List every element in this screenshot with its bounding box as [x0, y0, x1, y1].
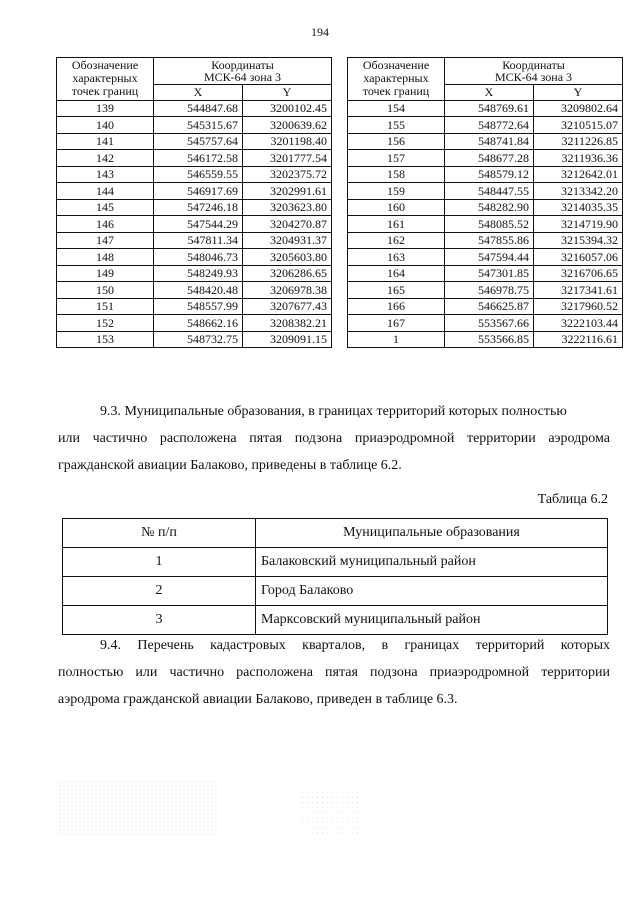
coordinate-row [348, 216, 623, 233]
coordinate-row [348, 166, 623, 183]
coord-x: 547594.44 [445, 249, 534, 266]
coordinate-row [348, 117, 623, 134]
x-header: X [445, 85, 534, 100]
coordinate-row [57, 298, 332, 315]
row-number: 2 [63, 577, 256, 606]
point-id: 167 [348, 315, 445, 332]
point-id: 150 [57, 282, 154, 299]
point-id: 157 [348, 150, 445, 167]
coordinate-row [348, 150, 623, 167]
coord-x: 553566.85 [445, 331, 534, 348]
point-id: 141 [57, 133, 154, 150]
coord-y: 3216057.06 [534, 249, 623, 266]
point-id: 145 [57, 199, 154, 216]
coord-x: 547811.34 [154, 232, 243, 249]
point-id: 149 [57, 265, 154, 282]
coordinates-table-right [347, 57, 623, 348]
y-header: Y [534, 85, 623, 100]
coordinates-table-left [56, 57, 332, 348]
coord-x: 548677.28 [445, 150, 534, 167]
coordinate-row [57, 166, 332, 183]
coord-x: 548046.73 [154, 249, 243, 266]
coord-x: 546917.69 [154, 183, 243, 200]
paragraph-line: 9.3. Муниципальные образования, в границах территорий которых полностью [100, 404, 567, 419]
row-number: 1 [63, 548, 256, 577]
coords-header [445, 58, 623, 85]
coord-y: 3201777.54 [243, 150, 332, 167]
table-6-2-caption: Таблица 6.2 [537, 492, 608, 507]
paragraph-line: или частично расположена пятая подзона приаэродромной территории аэродрома [58, 431, 610, 446]
municipality-name: Балаковский муниципальный район [256, 548, 608, 577]
municipality-name: Город Балаково [256, 577, 608, 606]
coord-y: 3217341.61 [534, 282, 623, 299]
coord-y: 3211226.85 [534, 133, 623, 150]
coordinate-row [57, 315, 332, 332]
coord-y: 3211936.36 [534, 150, 623, 167]
coord-x: 548249.93 [154, 265, 243, 282]
municipality-name: Марксовский муниципальный район [256, 606, 608, 635]
point-id: 148 [57, 249, 154, 266]
page-number: 194 [311, 25, 329, 39]
coord-y: 3209091.15 [243, 331, 332, 348]
point-id: 162 [348, 232, 445, 249]
coord-x: 546978.75 [445, 282, 534, 299]
point-id: 163 [348, 249, 445, 266]
coord-x: 545315.67 [154, 117, 243, 134]
coord-y: 3209802.64 [534, 100, 623, 117]
coord-y: 3214035.35 [534, 199, 623, 216]
no-header: № п/п [63, 519, 256, 548]
coordinate-row [348, 232, 623, 249]
point-id: 153 [57, 331, 154, 348]
point-id: 161 [348, 216, 445, 233]
coordinate-row [348, 183, 623, 200]
x-header: X [154, 85, 243, 100]
point-header-line: характерных [72, 71, 138, 86]
coordinate-row [348, 331, 623, 348]
coord-y: 3222116.61 [534, 331, 623, 348]
coords-right-body [348, 100, 623, 348]
coord-y: 3213342.20 [534, 183, 623, 200]
coordinate-row [348, 315, 623, 332]
coord-y: 3205603.80 [243, 249, 332, 266]
coord-y: 3210515.07 [534, 117, 623, 134]
coordinate-row [57, 199, 332, 216]
row-number: 3 [63, 606, 256, 635]
coord-y: 3203623.80 [243, 199, 332, 216]
paragraph-line: 9.4. Перечень кадастровых кварталов, в границах территорий которых [100, 638, 610, 653]
scan-noise [58, 780, 218, 835]
coord-x: 547301.85 [445, 265, 534, 282]
coord-y: 3215394.32 [534, 232, 623, 249]
coord-x: 548769.61 [445, 100, 534, 117]
coord-y: 3200102.45 [243, 100, 332, 117]
point-id: 144 [57, 183, 154, 200]
point-header-line: Обозначение [71, 58, 139, 72]
point-header-line: характерных [363, 71, 429, 86]
coord-y: 3208382.21 [243, 315, 332, 332]
coord-x: 553567.66 [445, 315, 534, 332]
point-id: 142 [57, 150, 154, 167]
coords-header-line: МСК-64 зона 3 [494, 70, 573, 85]
coord-x: 548085.52 [445, 216, 534, 233]
coord-y: 3217960.52 [534, 298, 623, 315]
coord-y: 3201198.40 [243, 133, 332, 150]
coord-x: 544847.68 [154, 100, 243, 117]
municipalities-table [62, 518, 608, 635]
coord-y: 3207677.43 [243, 298, 332, 315]
coord-y: 3206286.65 [243, 265, 332, 282]
point-id: 164 [348, 265, 445, 282]
point-id: 146 [57, 216, 154, 233]
coordinate-row [348, 199, 623, 216]
coord-x: 548662.16 [154, 315, 243, 332]
coordinate-row [57, 133, 332, 150]
coord-x: 545757.64 [154, 133, 243, 150]
point-id: 1 [348, 331, 445, 348]
coordinate-row [348, 133, 623, 150]
point-id: 154 [348, 100, 445, 117]
point-id: 155 [348, 117, 445, 134]
coord-x: 548420.48 [154, 282, 243, 299]
point-id: 139 [57, 100, 154, 117]
coord-x: 547246.18 [154, 199, 243, 216]
coordinate-row [57, 183, 332, 200]
coordinate-row [57, 216, 332, 233]
coordinate-row [57, 232, 332, 249]
coord-y: 3200639.62 [243, 117, 332, 134]
coordinate-row [348, 100, 623, 117]
coord-x: 548772.64 [445, 117, 534, 134]
paragraph-line: полностью или частично расположена пятая подзона приаэродромной территории [58, 665, 610, 680]
point-header [57, 58, 154, 101]
coordinate-row [57, 249, 332, 266]
coordinate-row [57, 100, 332, 117]
paragraph-9-3 [58, 398, 610, 479]
point-header-line: точек границ [362, 84, 430, 99]
point-id: 147 [57, 232, 154, 249]
coord-y: 3214719.90 [534, 216, 623, 233]
point-id: 152 [57, 315, 154, 332]
coord-x: 547544.29 [154, 216, 243, 233]
coord-x: 547855.86 [445, 232, 534, 249]
y-header: Y [243, 85, 332, 100]
point-header-line: точек границ [71, 84, 139, 99]
scan-noise [300, 790, 360, 835]
coordinate-row [57, 150, 332, 167]
coord-y: 3204931.37 [243, 232, 332, 249]
coordinate-row [57, 331, 332, 348]
coord-x: 546172.58 [154, 150, 243, 167]
coord-y: 3202375.72 [243, 166, 332, 183]
coord-y: 3204270.87 [243, 216, 332, 233]
coord-x: 548557.99 [154, 298, 243, 315]
table-row [63, 606, 608, 635]
point-id: 143 [57, 166, 154, 183]
point-id: 159 [348, 183, 445, 200]
point-header [348, 58, 445, 101]
coord-x: 548732.75 [154, 331, 243, 348]
name-header: Муниципальные образования [256, 519, 608, 548]
point-id: 156 [348, 133, 445, 150]
coords-header [154, 58, 332, 85]
coords-left-body [57, 100, 332, 348]
coord-x: 548579.12 [445, 166, 534, 183]
coordinate-row [348, 298, 623, 315]
paragraph-line: аэродрома гражданской авиации Балаково, приведен в таблице 6.3. [58, 692, 458, 707]
coords-header-line: Координаты [502, 58, 565, 73]
paragraph-line: гражданской авиации Балаково, приведены в таблице 6.2. [58, 458, 402, 473]
point-header-line: Обозначение [362, 58, 430, 72]
coord-x: 548447.55 [445, 183, 534, 200]
point-id: 151 [57, 298, 154, 315]
point-id: 160 [348, 199, 445, 216]
coord-y: 3202991.61 [243, 183, 332, 200]
coord-x: 548741.84 [445, 133, 534, 150]
coordinate-row [57, 282, 332, 299]
coord-y: 3222103.44 [534, 315, 623, 332]
coordinate-row [348, 282, 623, 299]
table-row [63, 548, 608, 577]
point-id: 158 [348, 166, 445, 183]
coordinate-row [57, 265, 332, 282]
point-id: 166 [348, 298, 445, 315]
coords-header-line: МСК-64 зона 3 [203, 70, 282, 85]
coord-y: 3206978.38 [243, 282, 332, 299]
coord-x: 546625.87 [445, 298, 534, 315]
coordinate-row [348, 265, 623, 282]
coord-x: 548282.90 [445, 199, 534, 216]
coord-x: 546559.55 [154, 166, 243, 183]
coord-y: 3212642.01 [534, 166, 623, 183]
coord-y: 3216706.65 [534, 265, 623, 282]
paragraph-9-4 [58, 632, 610, 713]
coordinate-row [348, 249, 623, 266]
point-id: 165 [348, 282, 445, 299]
table-row [63, 577, 608, 606]
coords-header-line: Координаты [211, 58, 274, 73]
coordinate-row [57, 117, 332, 134]
point-id: 140 [57, 117, 154, 134]
